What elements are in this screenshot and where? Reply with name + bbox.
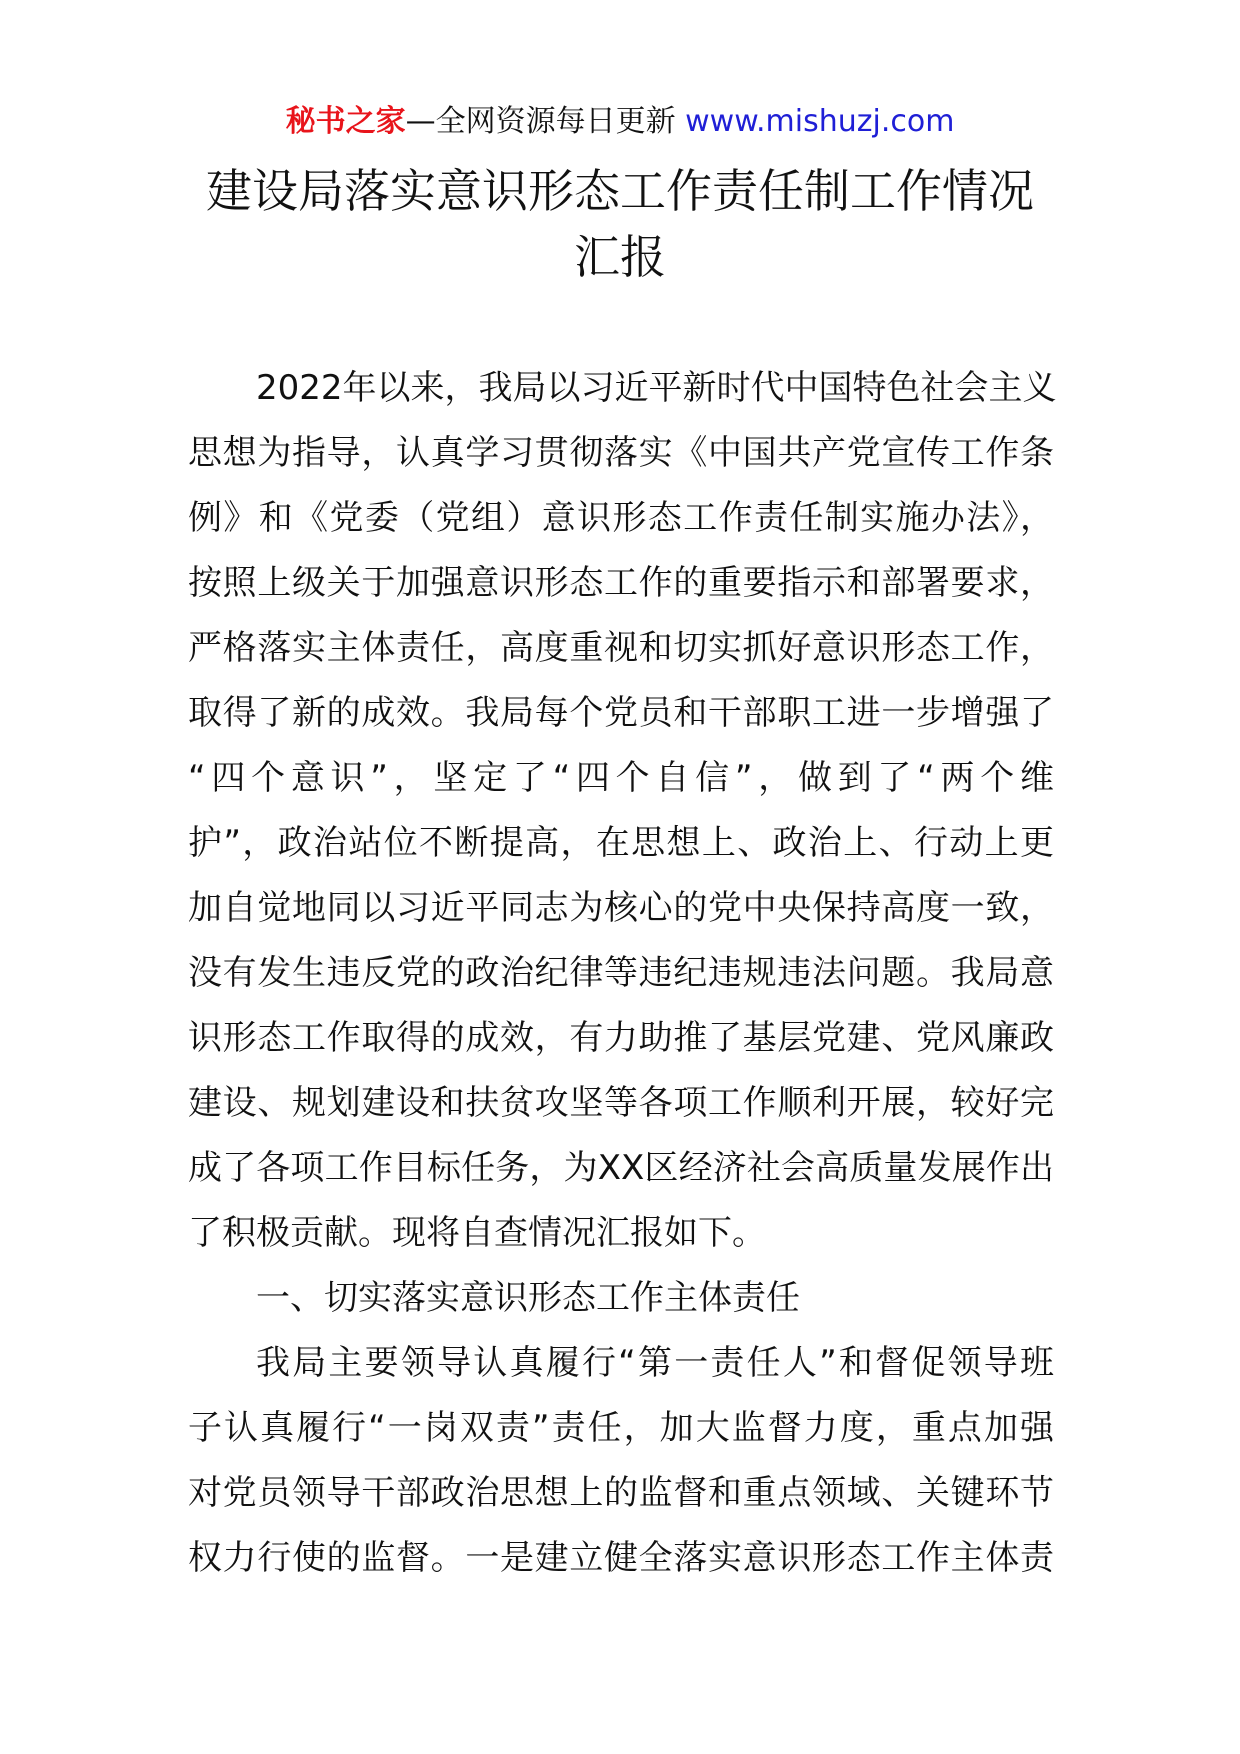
document-title (180, 158, 1060, 290)
text-line: “四个意识”，坚定了“四个自信”，做到了“两个维 (188, 758, 1054, 798)
text-line: 子认真履行“一岗双责”责任，加大监督力度，重点加强 (188, 1408, 1054, 1448)
document-body (188, 356, 1057, 1591)
title-line-1: 建设局落实意识形态工作责任制工作情况 (206, 164, 1034, 218)
text-line: 建设、规划建设和扶贫攻坚等各项工作顺利开展，较好完 (188, 1083, 1054, 1123)
text-line: 加自觉地同以习近平同志为核心的党中央保持高度一致， (188, 888, 1054, 928)
text-line: 2022年以来，我局以习近平新时代中国特色社会主义 (256, 368, 1057, 408)
text-line: 例》和《党委（党组）意识形态工作责任制实施办法》， (188, 498, 1054, 538)
title-line-2: 汇报 (574, 230, 666, 284)
brand-name: 秘书之家 (285, 104, 406, 139)
text-line: 思想为指导，认真学习贯彻落实《中国共产党宣传工作条 (188, 433, 1054, 473)
text-line: 取得了新的成效。我局每个党员和干部职工进一步增强了 (188, 693, 1054, 733)
paragraph-section-1 (188, 1331, 1054, 1591)
text-line: 识形态工作取得的成效，有力助推了基层党建、党风廉政 (188, 1018, 1054, 1058)
text-line: 护”，政治站位不断提高，在思想上、政治上、行动上更 (188, 823, 1054, 863)
text-line: 按照上级关于加强意识形态工作的重要指示和部署要求， (188, 563, 1054, 603)
text-line: 权力行使的监督。一是建立健全落实意识形态工作主体责 (188, 1538, 1054, 1578)
text-line: 了积极贡献。现将自查情况汇报如下。 (188, 1213, 766, 1253)
section-heading: 一、切实落实意识形态工作主体责任 (256, 1278, 800, 1318)
text-line: 对党员领导干部政治思想上的监督和重点领域、关键环节 (188, 1473, 1054, 1513)
watermark-header (0, 100, 1240, 144)
text-line: 成了各项工作目标任务，为XX区经济社会高质量发展作出 (188, 1148, 1054, 1188)
text-line: 没有发生违反党的政治纪律等违纪违规违法问题。我局意 (188, 953, 1054, 993)
text-line: 我局主要领导认真履行“第一责任人”和督促领导班 (256, 1343, 1054, 1383)
brand-slogan: —全网资源每日更新 (405, 104, 676, 139)
site-url[interactable]: www.mishuzj.com (685, 104, 955, 139)
text-line: 严格落实主体责任，高度重视和切实抓好意识形态工作， (188, 628, 1054, 668)
paragraph-intro (188, 356, 1057, 1266)
